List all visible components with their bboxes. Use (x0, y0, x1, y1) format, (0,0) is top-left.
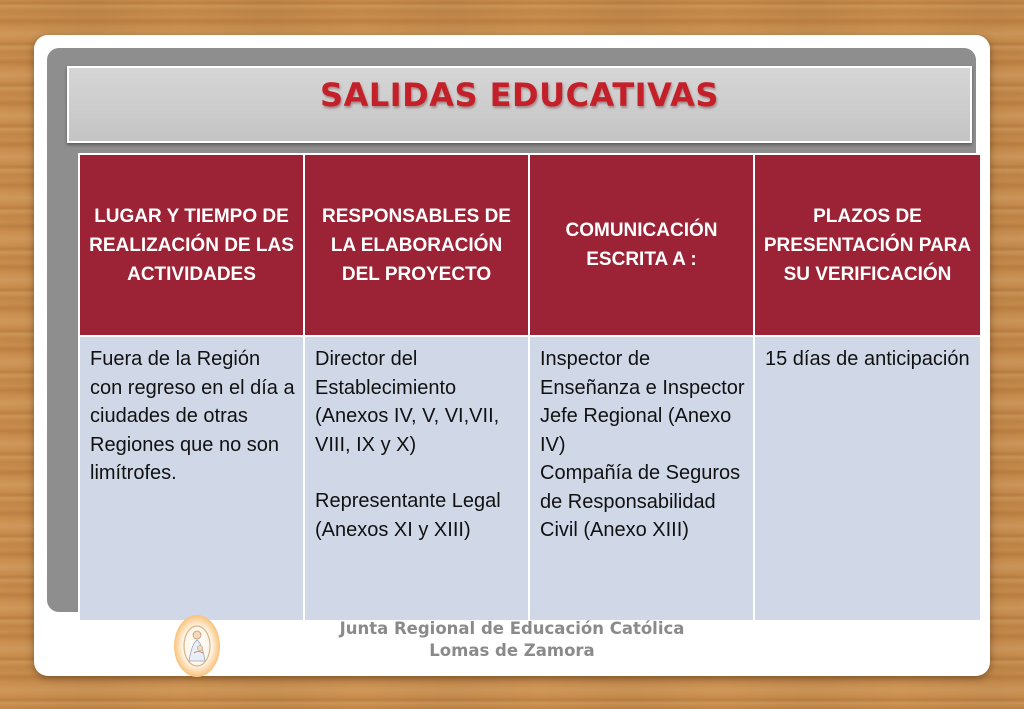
footer-organization: Junta Regional de Educación Católica (339, 619, 685, 638)
activities-table (78, 153, 982, 622)
cell-comunicacion (529, 336, 754, 621)
cell-plazos (754, 336, 981, 621)
cell-lugar (79, 336, 304, 621)
cell-lugar-text: Fuera de la Región con regreso en el día a ciudades de otras Regiones que no son limítrofes. (90, 348, 295, 484)
title-banner (67, 66, 972, 143)
column-header-comunicacion: COMUNICACIÓN ESCRITA A : (529, 154, 754, 336)
column-header-plazos: PLAZOS DE PRESENTACIÓN PARA SU VERIFICACIÓN (754, 154, 981, 336)
emblem-drawing (174, 615, 220, 677)
activities-table-container (78, 153, 980, 622)
column-header-responsables: RESPONSABLES DE LA ELABORACIÓN DEL PROYECTO (304, 154, 529, 336)
cell-plazos-text: 15 días de anticipación (765, 348, 970, 370)
footer-location: Lomas de Zamora (429, 641, 595, 660)
cell-responsables-director: Director del Establecimiento (Anexos IV, V, VI,VII, VIII, IX y X) (315, 348, 500, 456)
cell-responsables-representante: Representante Legal (Anexos XI y XIII) (315, 490, 501, 541)
cell-comunicacion-inspector: Inspector de Enseñanza e Inspector Jefe Regional (Anexo IV) (540, 348, 745, 456)
cell-comunicacion-seguros: Compañía de Seguros de Responsabilidad Civil (Anexo XIII) (540, 462, 741, 541)
cell-responsables (304, 336, 529, 621)
virgin-and-child-emblem-icon (174, 615, 220, 677)
column-header-lugar: LUGAR Y TIEMPO DE REALIZACIÓN DE LAS ACTIVIDADES (79, 154, 304, 336)
slide (34, 35, 990, 676)
table-header-row (79, 154, 981, 336)
page-title: SALIDAS EDUCATIVAS (320, 76, 719, 114)
footer (234, 618, 790, 662)
paragraph-gap (315, 459, 520, 487)
table-row (79, 336, 981, 621)
content-frame (47, 48, 976, 612)
